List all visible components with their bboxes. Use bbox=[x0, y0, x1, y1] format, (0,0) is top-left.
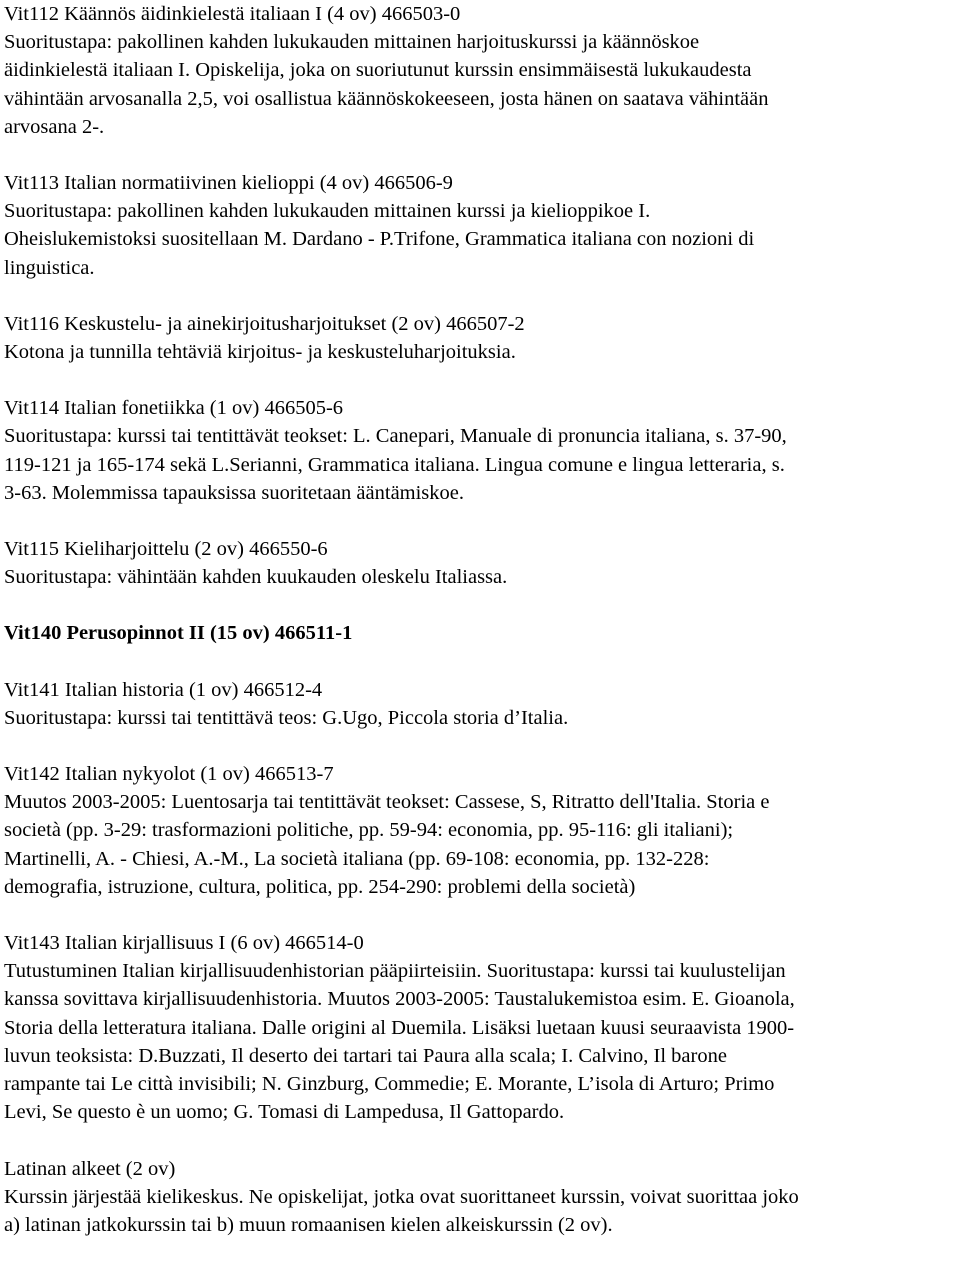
section-heading-block bbox=[4, 619, 958, 647]
course-text-line: Suoritustapa: pakollinen kahden lukukauden mittainen kurssi ja kielioppikoe I. bbox=[4, 200, 651, 223]
course-title: Vit114 Italian fonetiikka (1 ov) 466505-6 bbox=[4, 397, 344, 420]
course-text-line: rampante tai Le città invisibili; N. Ginzburg, Commedie; E. Morante, L’isola di Arturo; Primo bbox=[4, 1073, 775, 1096]
course-text-line: Storia della letteratura italiana. Dalle origini al Duemila. Lisäksi luetaan kuusi seuraavista 1900- bbox=[4, 1016, 795, 1039]
course-vit142 bbox=[4, 760, 958, 901]
course-title: Vit143 Italian kirjallisuus I (6 ov) 466514-0 bbox=[4, 932, 364, 955]
course-title: Vit116 Keskustelu- ja ainekirjoitusharjoitukset (2 ov) 466507-2 bbox=[4, 312, 525, 335]
course-text-line: 119-121 ja 165-174 sekä L.Serianni, Grammatica italiana. Lingua comune e lingua letteraria, s. bbox=[4, 453, 785, 476]
course-text-line: Suoritustapa: kurssi tai tentittävät teokset: L. Canepari, Manuale di pronuncia italiana, s. 37-90, bbox=[4, 425, 787, 448]
course-title: Latinan alkeet (2 ov) bbox=[4, 1157, 176, 1180]
course-text-line: luvun teoksista: D.Buzzati, Il deserto dei tartari tai Paura alla scala; I. Calvino, Il barone bbox=[4, 1044, 727, 1067]
course-title: Vit112 Käännös äidinkielestä italiaan I (4 ov) 466503-0 bbox=[4, 3, 461, 25]
course-vit114 bbox=[4, 394, 958, 507]
course-text-line: a) latinan jatkokurssin tai b) muun romaanisen kielen alkeiskurssin (2 ov). bbox=[4, 1213, 613, 1236]
course-text-line: Levi, Se questo è un uomo; G. Tomasi di Lampedusa, Il Gattopardo. bbox=[4, 1101, 565, 1124]
course-text-line: arvosana 2-. bbox=[4, 115, 105, 138]
course-text-line: società (pp. 3-29: trasformazioni politiche, pp. 59-94: economia, pp. 95-116: gli italiani); bbox=[4, 819, 734, 842]
course-text-line: linguistica. bbox=[4, 256, 95, 279]
course-text-line: 3-63. Molemmissa tapauksissa suoritetaan ääntämiskoe. bbox=[4, 481, 465, 504]
course-text-line: Suoritustapa: kurssi tai tentittävä teos: G.Ugo, Piccola storia d’Italia. bbox=[4, 706, 569, 729]
course-text-line: Kotona ja tunnilla tehtäviä kirjoitus- ja keskusteluharjoituksia. bbox=[4, 341, 516, 364]
course-vit141 bbox=[4, 676, 958, 732]
course-vit143 bbox=[4, 929, 958, 1126]
course-latinan-alkeet bbox=[4, 1155, 958, 1240]
course-text-line: kanssa sovittava kirjallisuudenhistoria. Muutos 2003-2005: Taustalukemistoa esim. E. Gioanola, bbox=[4, 988, 795, 1011]
course-title: Vit142 Italian nykyolot (1 ov) 466513-7 bbox=[4, 763, 334, 786]
course-text-line: Tutustuminen Italian kirjallisuudenhistorian pääpiirteisiin. Suoritustapa: kurssi tai kuulustelijan bbox=[4, 960, 786, 983]
course-text-line: demografia, istruzione, cultura, politica, pp. 254-290: problemi della società) bbox=[4, 875, 636, 898]
course-text-line: Suoritustapa: pakollinen kahden lukukauden mittainen harjoituskurssi ja käännöskoe bbox=[4, 31, 700, 54]
course-text-line: vähintään arvosanalla 2,5, voi osallistua käännöskokeeseen, josta hänen on saatava vähintään bbox=[4, 87, 769, 110]
course-text-line: Martinelli, A. - Chiesi, A.-M., La società italiana (pp. 69-108: economia, pp. 132-228: bbox=[4, 847, 710, 870]
course-vit115 bbox=[4, 535, 958, 591]
course-text-line: Kurssin järjestää kielikeskus. Ne opiskelijat, jotka ovat suorittaneet kurssin, voivat suorittaa joko bbox=[4, 1185, 799, 1208]
course-text-line: Suoritustapa: vähintään kahden kuukauden oleskelu Italiassa. bbox=[4, 566, 508, 589]
course-text-line: Muutos 2003-2005: Luentosarja tai tentittävät teokset: Cassese, S, Ritratto dell'Italia. Storia e bbox=[4, 791, 770, 814]
document-page bbox=[4, 0, 958, 1267]
course-text-line: äidinkielestä italiaan I. Opiskelija, joka on suoriutunut kurssin ensimmäisestä lukukaudesta bbox=[4, 59, 752, 82]
course-vit116 bbox=[4, 310, 958, 366]
course-vit112 bbox=[4, 0, 958, 141]
course-title: Vit141 Italian historia (1 ov) 466512-4 bbox=[4, 678, 323, 701]
section-heading: Vit140 Perusopinnot II (15 ov) 466511-1 bbox=[4, 622, 353, 645]
course-text-line: Oheislukemistoksi suositellaan M. Dardano - P.Trifone, Grammatica italiana con nozioni di bbox=[4, 228, 755, 251]
course-vit113 bbox=[4, 169, 958, 282]
course-title: Vit115 Kieliharjoittelu (2 ov) 466550-6 bbox=[4, 538, 328, 561]
course-title: Vit113 Italian normatiivinen kielioppi (4 ov) 466506-9 bbox=[4, 172, 453, 195]
